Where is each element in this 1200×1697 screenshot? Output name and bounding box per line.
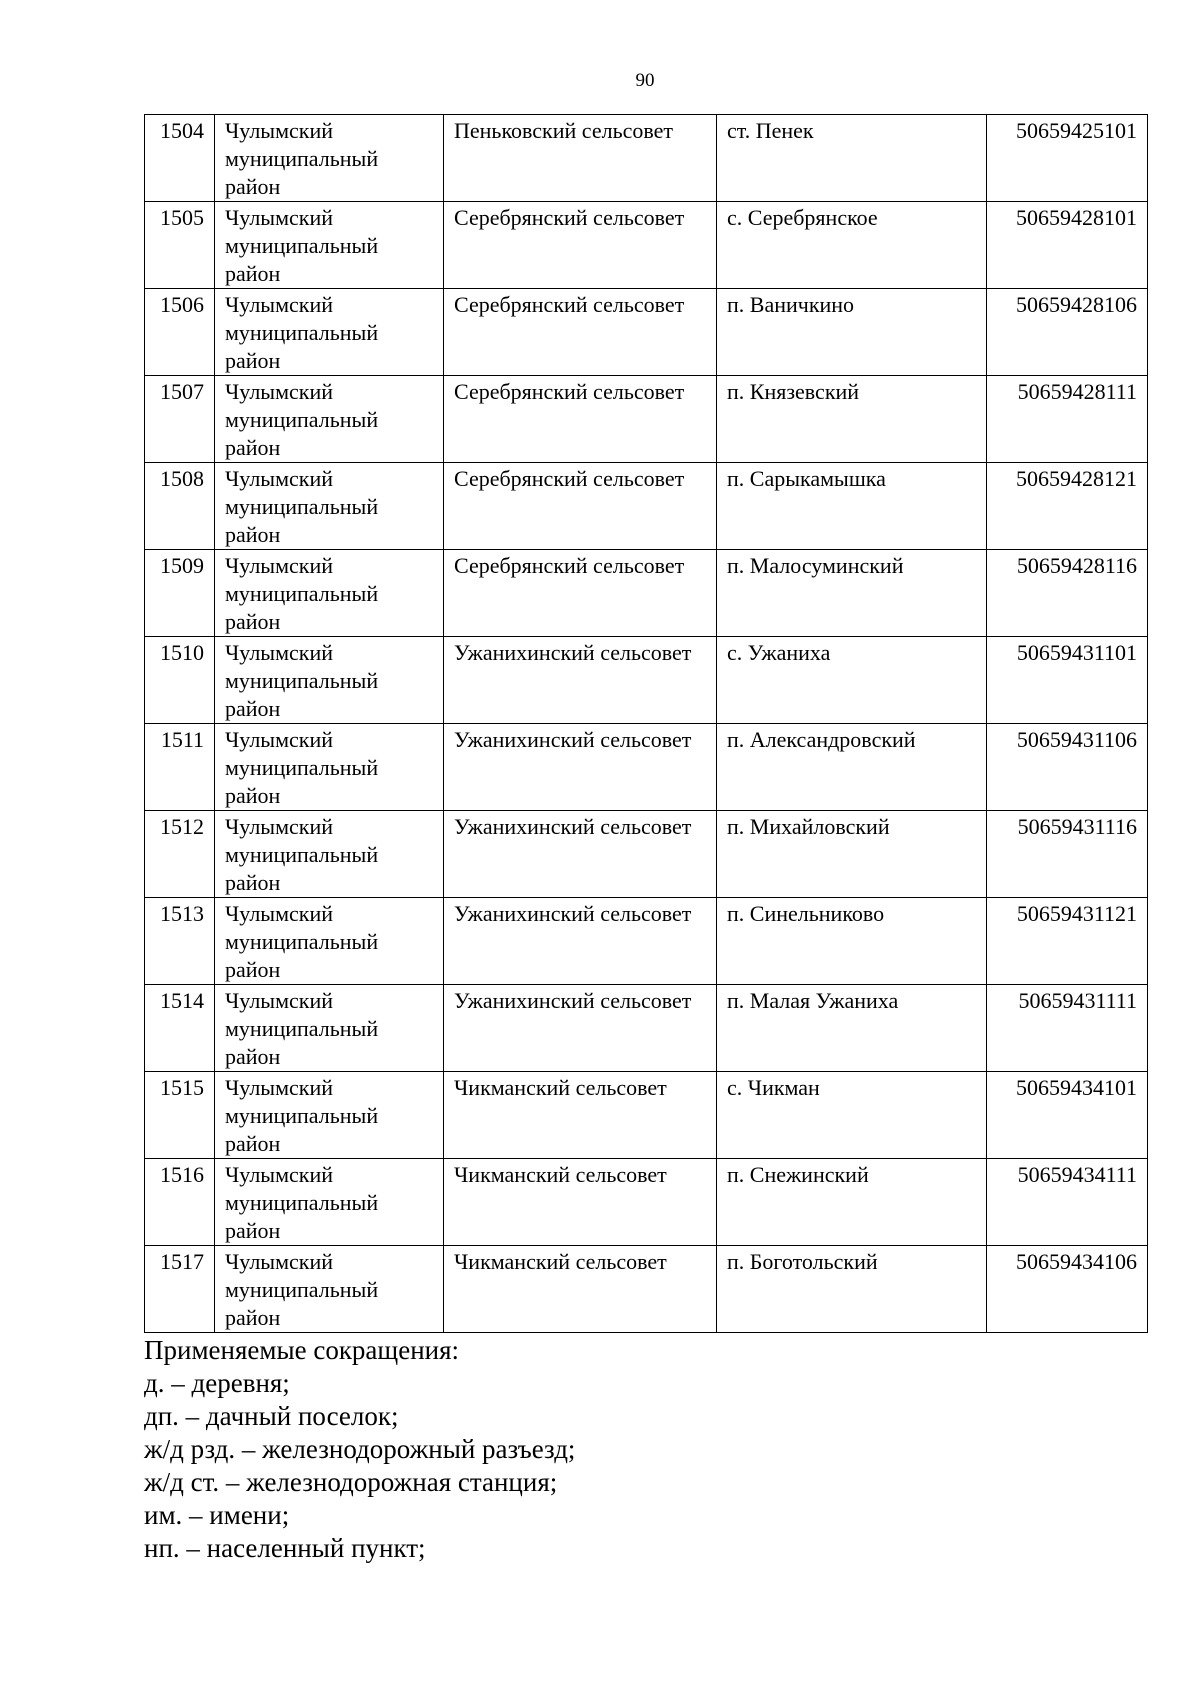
- table-row: [145, 637, 1148, 724]
- table-row: [145, 1072, 1148, 1159]
- settlement-cell: п. Сарыкамышка: [717, 463, 987, 550]
- district-cell: Чулымский муниципальный район: [215, 1159, 444, 1246]
- settlements-table: [144, 114, 1148, 1333]
- oktmo-code-cell: 50659428116: [987, 550, 1148, 637]
- oktmo-code-cell: 50659428106: [987, 289, 1148, 376]
- council-cell: Ужанихинский сельсовет: [444, 637, 717, 724]
- oktmo-code-cell: 50659431106: [987, 724, 1148, 811]
- abbreviations-section: [144, 1334, 575, 1565]
- council-cell: Серебрянский сельсовет: [444, 289, 717, 376]
- council-cell: Пеньковский сельсовет: [444, 115, 717, 202]
- oktmo-code-cell: 50659425101: [987, 115, 1148, 202]
- row-number-cell: 1515: [145, 1072, 215, 1159]
- row-number-cell: 1505: [145, 202, 215, 289]
- row-number-cell: 1506: [145, 289, 215, 376]
- settlement-cell: п. Александровский: [717, 724, 987, 811]
- abbreviation-item: дп. – дачный поселок;: [144, 1401, 399, 1431]
- settlement-cell: п. Боготольский: [717, 1246, 987, 1333]
- council-cell: Серебрянский сельсовет: [444, 202, 717, 289]
- abbreviation-item: д. – деревня;: [144, 1368, 290, 1398]
- oktmo-code-cell: 50659431121: [987, 898, 1148, 985]
- row-number-cell: 1507: [145, 376, 215, 463]
- settlement-cell: п. Князевский: [717, 376, 987, 463]
- abbreviations-title: Применяемые сокращения:: [144, 1335, 460, 1365]
- district-cell: Чулымский муниципальный район: [215, 463, 444, 550]
- council-cell: Серебрянский сельсовет: [444, 550, 717, 637]
- row-number-cell: 1513: [145, 898, 215, 985]
- oktmo-code-cell: 50659434106: [987, 1246, 1148, 1333]
- table-row: [145, 1159, 1148, 1246]
- table-row: [145, 289, 1148, 376]
- settlement-cell: п. Малосуминский: [717, 550, 987, 637]
- district-cell: Чулымский муниципальный район: [215, 376, 444, 463]
- row-number-cell: 1504: [145, 115, 215, 202]
- district-cell: Чулымский муниципальный район: [215, 550, 444, 637]
- table-row: [145, 724, 1148, 811]
- abbreviation-item: нп. – населенный пункт;: [144, 1533, 426, 1563]
- table-row: [145, 550, 1148, 637]
- district-cell: Чулымский муниципальный район: [215, 115, 444, 202]
- oktmo-code-cell: 50659431111: [987, 985, 1148, 1072]
- council-cell: Чикманский сельсовет: [444, 1072, 717, 1159]
- district-cell: Чулымский муниципальный район: [215, 637, 444, 724]
- oktmo-code-cell: 50659428101: [987, 202, 1148, 289]
- row-number-cell: 1517: [145, 1246, 215, 1333]
- table-row: [145, 898, 1148, 985]
- settlement-cell: п. Снежинский: [717, 1159, 987, 1246]
- settlement-cell: п. Ваничкино: [717, 289, 987, 376]
- table-row: [145, 985, 1148, 1072]
- council-cell: Серебрянский сельсовет: [444, 376, 717, 463]
- page-number: 90: [635, 70, 655, 91]
- row-number-cell: 1510: [145, 637, 215, 724]
- council-cell: Чикманский сельсовет: [444, 1159, 717, 1246]
- district-cell: Чулымский муниципальный район: [215, 289, 444, 376]
- table-body: [145, 115, 1148, 1333]
- settlement-cell: с. Ужаниха: [717, 637, 987, 724]
- settlement-cell: п. Малая Ужаниха: [717, 985, 987, 1072]
- council-cell: Ужанихинский сельсовет: [444, 985, 717, 1072]
- abbreviation-item: ж/д рзд. – железнодорожный разъезд;: [144, 1434, 576, 1464]
- table-row: [145, 1246, 1148, 1333]
- row-number-cell: 1509: [145, 550, 215, 637]
- district-cell: Чулымский муниципальный район: [215, 724, 444, 811]
- table-row: [145, 202, 1148, 289]
- district-cell: Чулымский муниципальный район: [215, 1246, 444, 1333]
- council-cell: Ужанихинский сельсовет: [444, 724, 717, 811]
- council-cell: Ужанихинский сельсовет: [444, 898, 717, 985]
- row-number-cell: 1514: [145, 985, 215, 1072]
- settlement-cell: ст. Пенек: [717, 115, 987, 202]
- row-number-cell: 1508: [145, 463, 215, 550]
- row-number-cell: 1516: [145, 1159, 215, 1246]
- council-cell: Ужанихинский сельсовет: [444, 811, 717, 898]
- district-cell: Чулымский муниципальный район: [215, 202, 444, 289]
- district-cell: Чулымский муниципальный район: [215, 811, 444, 898]
- council-cell: Чикманский сельсовет: [444, 1246, 717, 1333]
- row-number-cell: 1512: [145, 811, 215, 898]
- abbreviation-item: ж/д ст. – железнодорожная станция;: [144, 1467, 558, 1497]
- district-cell: Чулымский муниципальный район: [215, 1072, 444, 1159]
- table-row: [145, 115, 1148, 202]
- settlement-cell: п. Михайловский: [717, 811, 987, 898]
- council-cell: Серебрянский сельсовет: [444, 463, 717, 550]
- table-row: [145, 811, 1148, 898]
- settlement-cell: п. Синельниково: [717, 898, 987, 985]
- settlement-cell: с. Чикман: [717, 1072, 987, 1159]
- settlement-cell: с. Серебрянское: [717, 202, 987, 289]
- oktmo-code-cell: 50659428111: [987, 376, 1148, 463]
- table-row: [145, 376, 1148, 463]
- abbreviation-item: им. – имени;: [144, 1500, 290, 1530]
- row-number-cell: 1511: [145, 724, 215, 811]
- oktmo-code-cell: 50659434101: [987, 1072, 1148, 1159]
- table-row: [145, 463, 1148, 550]
- oktmo-code-cell: 50659431116: [987, 811, 1148, 898]
- district-cell: Чулымский муниципальный район: [215, 985, 444, 1072]
- oktmo-code-cell: 50659431101: [987, 637, 1148, 724]
- district-cell: Чулымский муниципальный район: [215, 898, 444, 985]
- oktmo-code-cell: 50659434111: [987, 1159, 1148, 1246]
- oktmo-code-cell: 50659428121: [987, 463, 1148, 550]
